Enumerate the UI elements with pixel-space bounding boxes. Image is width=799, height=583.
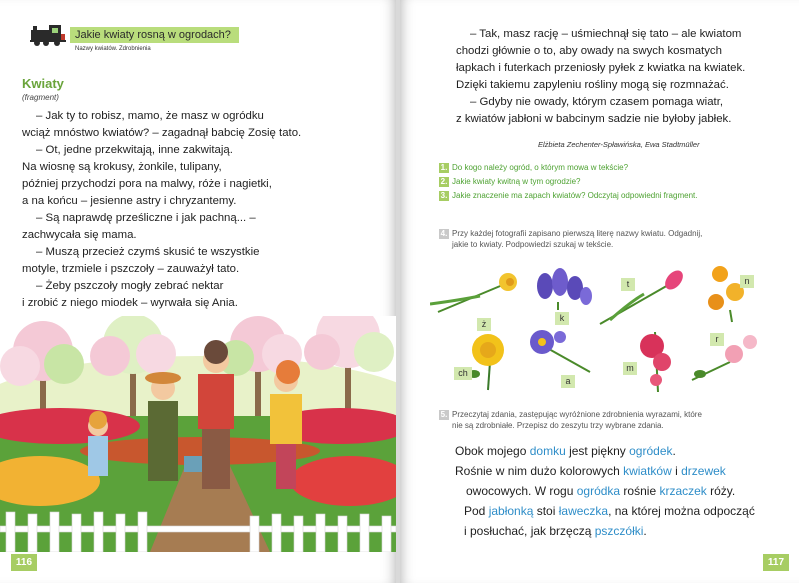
- tulip-photo: [600, 267, 686, 324]
- train-icon: [29, 22, 69, 46]
- story-text: Rośnie w nim dużo kolorowych: [455, 464, 624, 478]
- question-number: 2.: [440, 177, 448, 186]
- flower-letter: n: [740, 275, 754, 288]
- aster-photo: [530, 330, 590, 372]
- page-number: 117: [763, 554, 789, 571]
- marigold-photo: [708, 266, 744, 322]
- flower-letter: ch: [454, 367, 472, 380]
- story-text: stoi: [533, 504, 559, 518]
- poem-line: chodzi głównie o to, aby owady na swych kosmatych: [456, 45, 722, 57]
- flower-letter: m: [623, 362, 637, 375]
- task-number: 4.: [440, 229, 448, 238]
- task-text: Przy każdej fotografii zapisano pierwszą literę nazwy kwiatu. Odgadnij,: [452, 229, 703, 238]
- highlighted-word: ogródka: [576, 484, 621, 498]
- poem-line: wciąż mnóstwo kwiatów? – zagadnął babcię Zosię tato.: [22, 127, 302, 139]
- mallow-photo: [640, 332, 671, 392]
- chapter-title: Jakie kwiaty rosną w ogrodach?: [75, 29, 231, 41]
- story-line: [455, 464, 726, 478]
- highlighted-word: pszczółki: [594, 524, 644, 538]
- flower-letter: r: [710, 333, 724, 346]
- highlighted-word: ogródek: [629, 444, 673, 458]
- poem-line: a na końcu – jesienne astry i chryzantemy.: [22, 195, 237, 207]
- highlighted-word: domku: [529, 444, 566, 458]
- story-text: Pod: [464, 504, 489, 518]
- poem-line: – Muszą przecież czymś skusić te wszystkie: [36, 246, 260, 258]
- task-text: jakie to kwiaty. Podpowiedzi szukaj w tekście.: [452, 240, 614, 249]
- poem-line: z kwiatów jabłoni w babcinym sadzie nie byłoby jabłek.: [456, 113, 732, 125]
- poem-line: motyle, trzmiele i pszczoły – zauważył tato.: [22, 263, 240, 275]
- task-text: nie są zdrobniałe. Przepisz do zeszytu trzy wybrane zdania.: [452, 421, 664, 430]
- garden-illustration: [0, 316, 396, 552]
- story-text: róży.: [706, 484, 736, 498]
- author-credit: Elżbieta Zechenter-Spławińska, Ewa Stadtmüller: [538, 140, 700, 149]
- highlighted-word: drzewek: [681, 464, 726, 478]
- poem-line: – Ot, jedne przekwitają, inne zakwitają.: [36, 144, 233, 156]
- poem-line: – Gdyby nie owady, którym czasem pomaga wiatr,: [470, 96, 724, 108]
- poem-line: zachwycała się mama.: [22, 229, 137, 241]
- rose-photo: [692, 335, 757, 380]
- story-text: i posłuchać, jak brzęczą: [464, 524, 595, 538]
- highlighted-word: jabłonką: [488, 504, 534, 518]
- girl-figure: [88, 411, 108, 476]
- poem-line: Dzięki takiemu zapyleniu rośliny mogą się rozmnażać.: [456, 79, 729, 91]
- poem-line: łapkach i futerkach przeniosły pyłek z kwiatka na kwiatek.: [456, 62, 746, 74]
- poem-line: – Tak, masz rację – uśmiechnął się tato – ale kwiatom: [470, 28, 742, 40]
- poem-line: później przychodzi pora na malwy, róże i nagietki,: [22, 178, 272, 190]
- chrysanthemum-photo: [468, 334, 504, 390]
- story-text: , na której można odpocząć: [608, 504, 755, 518]
- right-page: [400, 0, 799, 583]
- task-number: 5.: [440, 410, 448, 419]
- story-line: [455, 444, 676, 458]
- father-figure: [198, 340, 234, 489]
- flower-letter: k: [555, 312, 569, 325]
- story-line: [466, 484, 735, 498]
- flower-letter: ż: [477, 318, 491, 331]
- story-line: [464, 504, 755, 518]
- highlighted-word: kwiatków: [623, 464, 672, 478]
- story-text: .: [643, 524, 647, 538]
- flower-letter: t: [621, 278, 635, 291]
- highlighted-word: ławeczka: [558, 504, 609, 518]
- flower-letter: a: [561, 375, 575, 388]
- highlighted-word: krzaczek: [659, 484, 707, 498]
- story-line: [464, 524, 647, 538]
- task-text: Przeczytaj zdania, zastępując wyróżnione zdrobnienia wyrazami, które: [452, 410, 702, 419]
- left-page: [0, 0, 396, 583]
- question-number: 3.: [440, 191, 448, 200]
- story-text: rośnie: [620, 484, 660, 498]
- poem-line: Na wiosnę są krokusy, żonkile, tulipany,: [22, 161, 222, 173]
- story-text: Obok mojego: [455, 444, 530, 458]
- poem-line: i zrobić z niego miodek – wyrwała się Ania.: [22, 297, 238, 309]
- question-text: Jakie kwiaty kwitną w tym ogrodzie?: [452, 177, 581, 186]
- story-text: .: [672, 444, 676, 458]
- section-title: Kwiaty: [22, 76, 64, 91]
- story-text: owocowych. W rogu: [466, 484, 577, 498]
- poem-line: – Żeby pszczoły mogły zebrać nektar: [36, 280, 224, 292]
- daffodil-photo: [430, 273, 517, 312]
- chapter-subtitle: Nazwy kwiatów. Zdrobnienia: [75, 46, 151, 52]
- story-text: jest piękny: [565, 444, 630, 458]
- question-number: 1.: [440, 163, 448, 172]
- question-text: Do kogo należy ogród, o którym mowa w tekście?: [452, 163, 629, 172]
- fragment-label: (fragment): [22, 93, 59, 102]
- story-text: i: [671, 464, 682, 478]
- question-text: Jakie znaczenie ma zapach kwiatów? Odczytaj odpowiedni fragment.: [452, 191, 698, 200]
- crocus-photo: [537, 268, 592, 310]
- poem-line: – Są naprawdę prześliczne i jak pachną... –: [36, 212, 256, 224]
- page-number: 116: [11, 554, 37, 571]
- poem-line: – Jak ty to robisz, mamo, że masz w ogródku: [36, 110, 264, 122]
